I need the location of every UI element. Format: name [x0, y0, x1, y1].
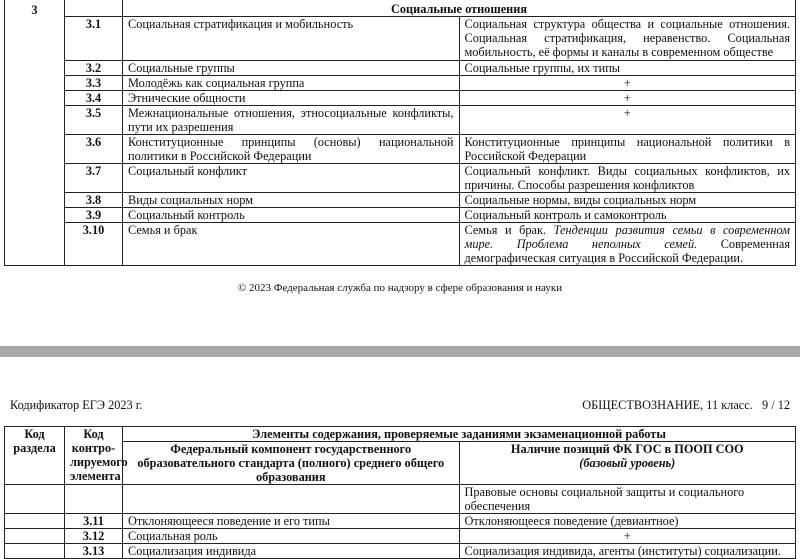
col-fk-gos: Федеральный компонент государственного образовательного стандарта (полного) среднего общего образования	[123, 442, 460, 485]
top-table	[4, 0, 796, 266]
table-row: 3.3 Молодёжь как социальная группа +	[5, 76, 796, 91]
table-row: 3.2 Социальные группы Социальные группы, их типы	[5, 61, 796, 76]
header-row	[5, 427, 796, 442]
table-row: 3.10 Семья и брак Семья и брак. Тенденции развития семьи в современном мире. Проблема неполных семей. Современная демографическая ситуация в Российской Федерации.	[5, 223, 796, 266]
header-right: ОБЩЕСТВОЗНАНИЕ, 11 класс. 9 / 12	[582, 398, 790, 412]
section-code: 3	[5, 0, 65, 266]
section-row	[5, 0, 796, 17]
col-group: Элементы содержания, проверяемые заданиями экзаменационной работы	[123, 427, 796, 442]
table-row: 3.8 Виды социальных норм Социальные нормы, виды социальных норм	[5, 193, 796, 208]
table-row: 3.7 Социальный конфликт Социальный конфликт. Виды социальных конфликтов, их причины. Способы разрешения конфликтов	[5, 164, 796, 193]
bottom-table	[4, 426, 796, 559]
table-row: 3.4 Этнические общности +	[5, 91, 796, 106]
copyright-footer: © 2023 Федеральная служба по надзору в сфере образования и науки	[237, 282, 563, 294]
header-left: Кодификатор ЕГЭ 2023 г.	[10, 398, 143, 412]
table-row: 3.12 Социальная роль +	[5, 529, 796, 544]
page-header	[10, 398, 790, 413]
col-element-code: Код контро-лируемого элемента	[65, 427, 123, 485]
table-row: 3.9 Социальный контроль Социальный контроль и самоконтроль	[5, 208, 796, 223]
table-row: Правовые основы социальной защиты и социального обеспечения	[5, 485, 796, 514]
section-title: Социальные отношения	[123, 0, 796, 17]
table-row: 3.5 Межнациональные отношения, этносоциальные конфликты, пути их разрешения +	[5, 106, 796, 135]
table-row: 3.13 Социализация индивида Социализация индивида, агенты (институты) социализации.	[5, 544, 796, 559]
family-content: Семья и брак. Тенденции развития семьи в современном мире. Проблема неполных семей. Современная демографическая ситуация в Российской Федерации.	[459, 223, 796, 266]
table-row: 3.1 Социальная стратификация и мобильность Социальная структура общества и социальные отношения. Социальная стратификация, неравенство. Социальная мобильность, её формы и каналы в современном обществе	[5, 17, 796, 61]
table-row: 3.6 Конституционные принципы (основы) национальной политики в Российской Федерации Конституционные принципы национальной политики в Российской Федерации	[5, 135, 796, 164]
col-poop: Наличие позиций ФК ГОС в ПООП СОО (базовый уровень)	[459, 442, 796, 485]
col-section-code: Код раздела	[5, 427, 65, 485]
table-row: 3.11 Отклоняющееся поведение и его типы Отклоняющееся поведение (девиантное)	[5, 514, 796, 529]
page-separator	[0, 346, 800, 357]
